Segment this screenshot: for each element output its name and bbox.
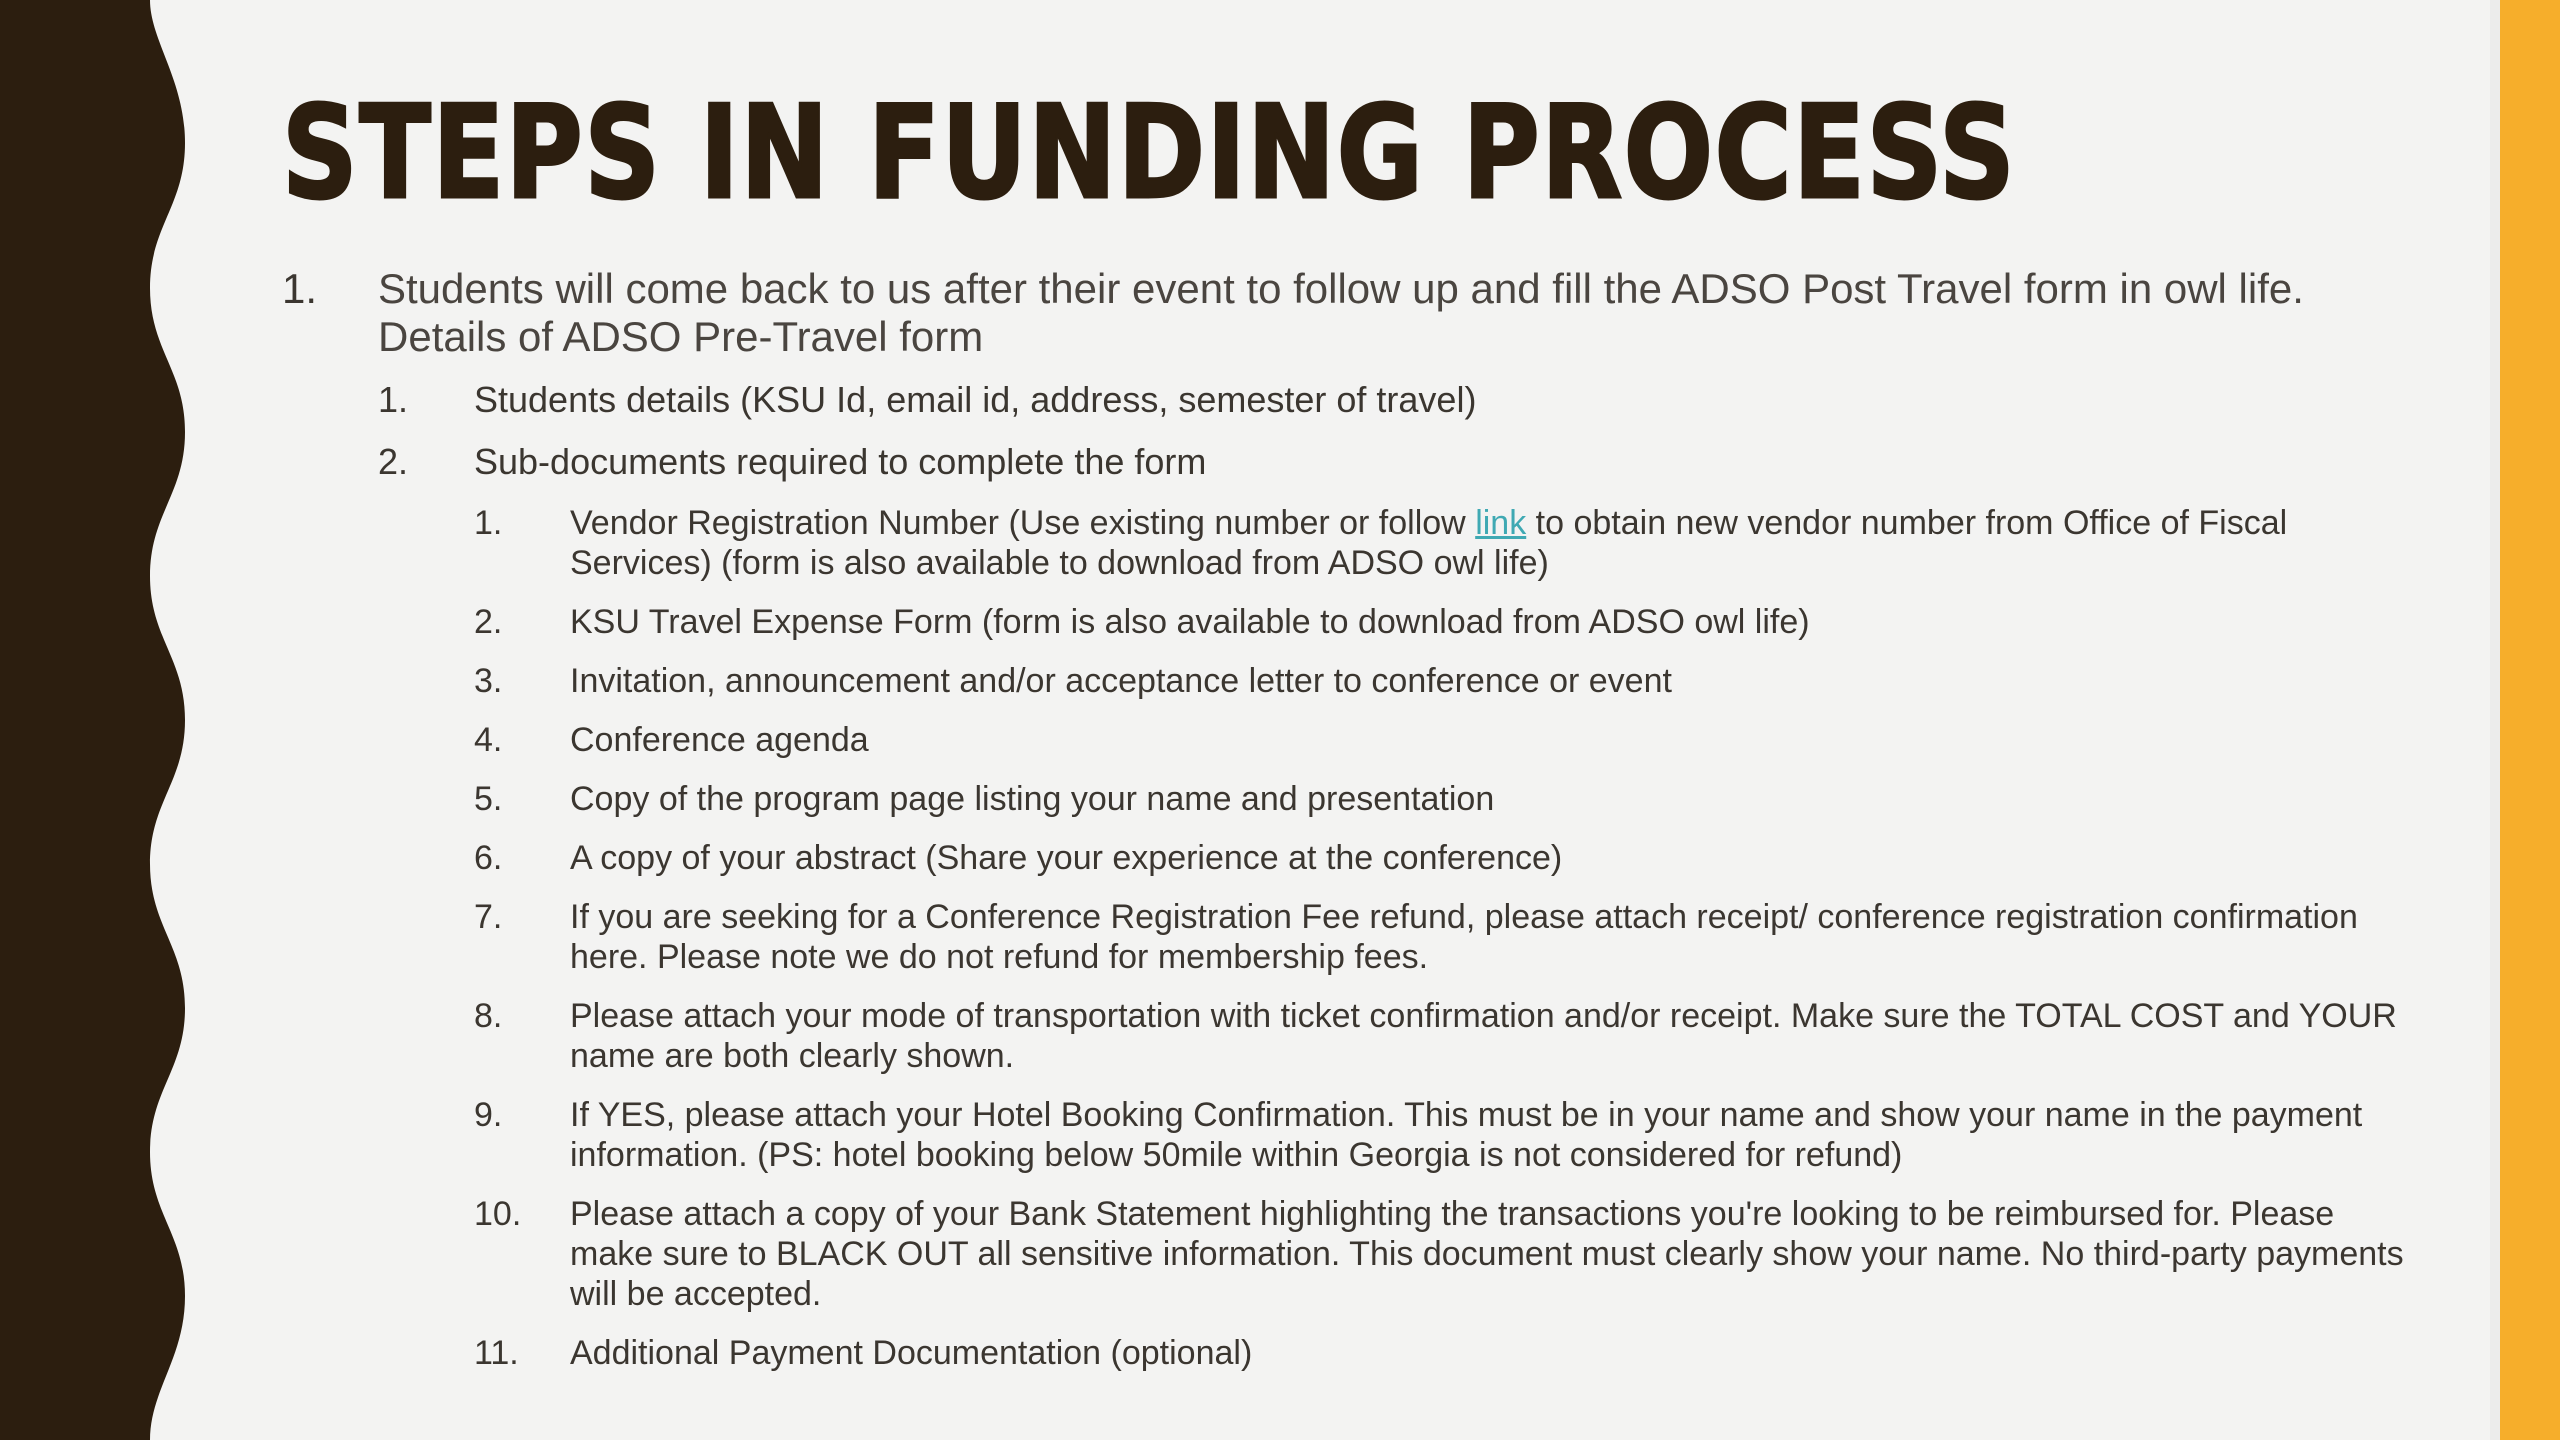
- document-item: [474, 503, 2332, 583]
- right-accent-band: [2500, 0, 2560, 1440]
- substep-item: [378, 379, 2332, 421]
- document-number: 5.: [474, 780, 503, 818]
- slide-title: STEPS IN FUNDING PROCESS: [282, 79, 2017, 228]
- document-text: Additional Payment Documentation (optional): [570, 1334, 1253, 1372]
- left-wavy-band: [0, 0, 200, 1440]
- vendor-registration-link[interactable]: link: [1475, 504, 1527, 542]
- document-text: [570, 503, 2410, 583]
- document-number: 3.: [474, 662, 503, 700]
- document-number: 1.: [474, 504, 503, 542]
- document-item: [474, 1095, 2363, 1175]
- document-number: 10.: [474, 1195, 522, 1233]
- step-item: [282, 265, 2404, 1373]
- document-text: Copy of the program page listing your name and presentation: [570, 780, 1495, 818]
- document-text: Please attach your mode of transportation with ticket confirmation and/or receipt. Make sure the TOTAL COST and YOUR name are both clearly shown.: [570, 997, 2397, 1075]
- document-number: 8.: [474, 997, 503, 1035]
- substeps-list: [378, 379, 2404, 1373]
- vendor-text-after: to obtain new vendor number from Office of Fiscal Services) (form is also available to download from ADSO owl life): [570, 504, 2288, 582]
- document-item: [474, 779, 2332, 819]
- step-text: Students will come back to us after their event to follow up and fill the ADSO Post Travel form in owl life. Details of ADSO Pre-Travel form: [378, 265, 2304, 360]
- document-number: 4.: [474, 721, 503, 759]
- document-text: KSU Travel Expense Form (form is also available to download from ADSO owl life): [570, 603, 1810, 641]
- substep-text: Students details (KSU Id, email id, address, semester of travel): [474, 379, 1477, 420]
- document-item: [474, 996, 2397, 1076]
- document-item: [474, 838, 2332, 878]
- document-item: [474, 897, 2358, 977]
- substep-item: [378, 441, 2404, 1373]
- substep-text: Sub-documents required to complete the form: [474, 441, 1207, 482]
- substep-number: 2.: [378, 441, 409, 482]
- document-text: Please attach a copy of your Bank Statement highlighting the transactions you're looking to be reimbursed for. Please make sure to BLACK OUT all sensitive information. This document must clearly show your name. No third-party payments will be accepted.: [570, 1195, 2404, 1313]
- document-text: Invitation, announcement and/or acceptance letter to conference or event: [570, 662, 1672, 700]
- document-item: [474, 720, 2332, 760]
- documents-list: [474, 503, 2404, 1373]
- document-item: [474, 1194, 2404, 1314]
- document-text: If you are seeking for a Conference Registration Fee refund, please attach receipt/ conference registration confirmation here. Please note we do not refund for membership fees.: [570, 898, 2358, 976]
- document-number: 7.: [474, 898, 503, 936]
- right-edge-strip: [2490, 0, 2500, 1440]
- document-text: A copy of your abstract (Share your experience at the conference): [570, 839, 1563, 877]
- document-number: 11.: [474, 1334, 519, 1372]
- document-item: [474, 661, 2332, 701]
- document-number: 9.: [474, 1096, 503, 1134]
- vendor-text-before: Vendor Registration Number (Use existing number or follow: [570, 504, 1476, 542]
- document-text: If YES, please attach your Hotel Booking Confirmation. This must be in your name and show your name in the payment information. (PS: hotel booking below 50mile within Georgia is not considered for refund): [570, 1096, 2363, 1174]
- document-text: Conference agenda: [570, 721, 869, 759]
- steps-list: [282, 265, 2404, 1393]
- document-number: 6.: [474, 839, 503, 877]
- document-item: [474, 602, 2332, 642]
- step-number: 1.: [282, 265, 318, 312]
- document-item: [474, 1333, 2332, 1373]
- document-number: 2.: [474, 603, 503, 641]
- substep-number: 1.: [378, 379, 409, 420]
